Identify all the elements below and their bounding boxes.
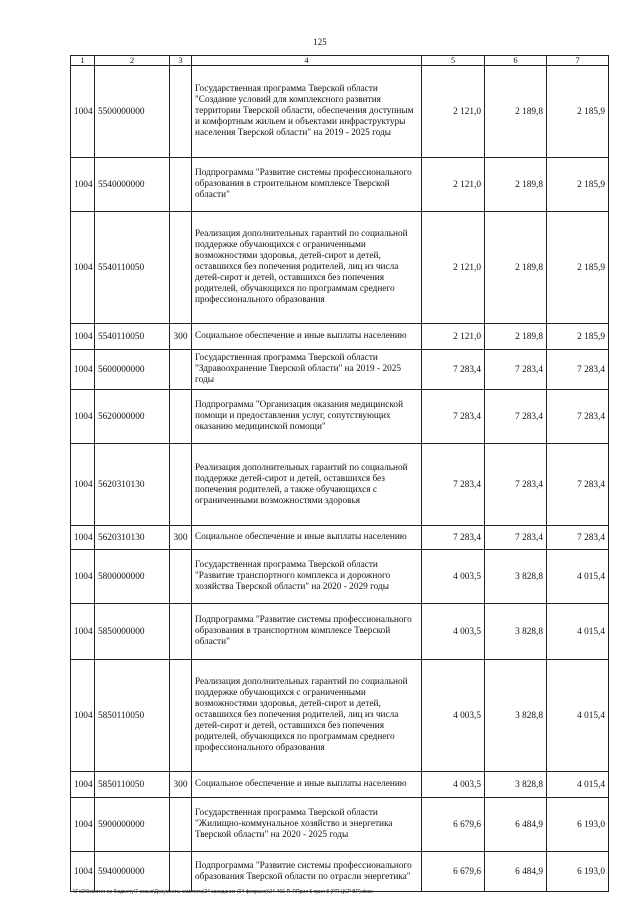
description: Подпрограмма "Развитие системы профессионального образования в транспортном комплексе Тверской области" — [192, 604, 422, 660]
section-code: 1004 — [71, 350, 95, 390]
amount-col5: 7 283,4 — [422, 350, 485, 390]
target-article-code: 5850110050 — [95, 772, 170, 798]
table-body — [71, 66, 609, 892]
expense-type-code — [170, 798, 192, 852]
amount-col7: 4 015,4 — [547, 772, 609, 798]
amount-col6: 2 189,8 — [485, 158, 547, 212]
expense-type-code — [170, 852, 192, 892]
description: Реализация дополнительных гарантий по социальной поддержке обучающихся с ограниченными возможностями здоровья, детей-сирот и детей, оставшихся без попечения родителей, лиц из числа детей-сирот и детей, оставшихся без попечения родителей, обучающихся по программам среднего профессионального образования — [192, 660, 422, 772]
amount-col5: 2 121,0 — [422, 324, 485, 350]
amount-col7: 4 015,4 — [547, 550, 609, 604]
amount-col6: 3 828,8 — [485, 604, 547, 660]
description: Подпрограмма "Развитие системы профессионального образования Тверской области по отрасли энергетика" — [192, 852, 422, 892]
amount-col5: 4 003,5 — [422, 550, 485, 604]
table-row — [71, 604, 609, 660]
description: Подпрограмма "Организация оказания медицинской помощи и предоставления услуг, сопутствующих оказанию медицинской помощи" — [192, 390, 422, 444]
amount-col7: 2 185,9 — [547, 212, 609, 324]
expense-type-code — [170, 212, 192, 324]
amount-col6: 3 828,8 — [485, 660, 547, 772]
expense-type-code — [170, 550, 192, 604]
amount-col6: 7 283,4 — [485, 444, 547, 526]
target-article-code: 5800000000 — [95, 550, 170, 604]
amount-col5: 7 283,4 — [422, 390, 485, 444]
amount-col7: 2 185,9 — [547, 66, 609, 158]
expense-type-code — [170, 350, 192, 390]
section-code: 1004 — [71, 324, 95, 350]
amount-col6: 2 189,8 — [485, 324, 547, 350]
amount-col7: 4 015,4 — [547, 604, 609, 660]
section-code: 1004 — [71, 66, 95, 158]
column-header: 1 — [71, 56, 95, 66]
target-article-code: 5540110050 — [95, 324, 170, 350]
column-header: 7 — [547, 56, 609, 66]
section-code: 1004 — [71, 444, 95, 526]
target-article-code: 5600000000 — [95, 350, 170, 390]
column-header: 5 — [422, 56, 485, 66]
description: Социальное обеспечение и иные выплаты населению — [192, 772, 422, 798]
table-row — [71, 852, 609, 892]
expense-type-code: 300 — [170, 324, 192, 350]
amount-col5: 2 121,0 — [422, 158, 485, 212]
column-header: 6 — [485, 56, 547, 66]
column-header: 3 — [170, 56, 192, 66]
amount-col5: 6 679,6 — [422, 798, 485, 852]
expense-type-code — [170, 444, 192, 526]
file-path-footer: \\FsD\Комитет по бюджету\7 созыв\Документы комитета\24 заседание (04 февраля)\24-466-П-7\Прил 5 прил 8 (РП ЦСР ВР).docx — [73, 889, 373, 895]
section-code: 1004 — [71, 526, 95, 550]
target-article-code: 5850110050 — [95, 660, 170, 772]
target-article-code: 5900000000 — [95, 798, 170, 852]
table-row — [71, 444, 609, 526]
amount-col5: 4 003,5 — [422, 660, 485, 772]
amount-col7: 2 185,9 — [547, 324, 609, 350]
description: Государственная программа Тверской области "Развитие транспортного комплекса и дорожного хозяйства Тверской области" на 2020 - 2029 годы — [192, 550, 422, 604]
expense-type-code: 300 — [170, 526, 192, 550]
amount-col7: 7 283,4 — [547, 390, 609, 444]
table-header-row — [71, 56, 609, 66]
expense-type-code: 300 — [170, 772, 192, 798]
amount-col6: 7 283,4 — [485, 390, 547, 444]
amount-col5: 6 679,6 — [422, 852, 485, 892]
amount-col5: 2 121,0 — [422, 212, 485, 324]
column-header: 2 — [95, 56, 170, 66]
section-code: 1004 — [71, 390, 95, 444]
amount-col6: 7 283,4 — [485, 526, 547, 550]
amount-col6: 7 283,4 — [485, 350, 547, 390]
amount-col6: 3 828,8 — [485, 550, 547, 604]
expense-type-code — [170, 604, 192, 660]
amount-col7: 4 015,4 — [547, 660, 609, 772]
page-number: 125 — [313, 37, 327, 47]
section-code: 1004 — [71, 772, 95, 798]
target-article-code: 5940000000 — [95, 852, 170, 892]
target-article-code: 5540110050 — [95, 212, 170, 324]
table-row — [71, 526, 609, 550]
expense-type-code — [170, 390, 192, 444]
amount-col6: 3 828,8 — [485, 772, 547, 798]
expense-type-code — [170, 660, 192, 772]
amount-col7: 6 193,0 — [547, 852, 609, 892]
table-row — [71, 550, 609, 604]
expense-type-code — [170, 66, 192, 158]
description: Реализация дополнительных гарантий по социальной поддержке детей-сирот и детей, оставшихся без попечения родителей, а также обучающихся с ограниченными возможностями здоровья — [192, 444, 422, 526]
target-article-code: 5500000000 — [95, 66, 170, 158]
section-code: 1004 — [71, 550, 95, 604]
section-code: 1004 — [71, 852, 95, 892]
section-code: 1004 — [71, 212, 95, 324]
section-code: 1004 — [71, 158, 95, 212]
description: Государственная программа Тверской области "Жилищно-коммунальное хозяйство и энергетика Тверской области" на 2020 - 2025 годы — [192, 798, 422, 852]
target-article-code: 5540000000 — [95, 158, 170, 212]
expense-type-code — [170, 158, 192, 212]
description: Государственная программа Тверской области "Создание условий для комплексного развития территории Тверской области, обеспечения доступным и комфортным жильем и объектами инфраструктуры населения Тверской области" на 2019 - 2025 годы — [192, 66, 422, 158]
section-code: 1004 — [71, 604, 95, 660]
amount-col7: 2 185,9 — [547, 158, 609, 212]
amount-col6: 2 189,8 — [485, 212, 547, 324]
column-header: 4 — [192, 56, 422, 66]
target-article-code: 5620000000 — [95, 390, 170, 444]
description: Реализация дополнительных гарантий по социальной поддержке обучающихся с ограниченными возможностями здоровья, детей-сирот и детей, оставшихся без попечения родителей, лиц из числа детей-сирот и детей, оставшихся без попечения родителей, обучающихся по программам среднего профессионального образования — [192, 212, 422, 324]
table-row — [71, 772, 609, 798]
table-row — [71, 158, 609, 212]
amount-col7: 7 283,4 — [547, 526, 609, 550]
description: Подпрограмма "Развитие системы профессионального образования в строительном комплексе Тверской области" — [192, 158, 422, 212]
table-row — [71, 660, 609, 772]
description: Социальное обеспечение и иные выплаты населению — [192, 324, 422, 350]
table-row — [71, 212, 609, 324]
amount-col5: 7 283,4 — [422, 444, 485, 526]
table-row — [71, 390, 609, 444]
table-row — [71, 798, 609, 852]
amount-col6: 2 189,8 — [485, 66, 547, 158]
amount-col5: 2 121,0 — [422, 66, 485, 158]
section-code: 1004 — [71, 660, 95, 772]
amount-col6: 6 484,9 — [485, 798, 547, 852]
amount-col7: 6 193,0 — [547, 798, 609, 852]
amount-col5: 4 003,5 — [422, 772, 485, 798]
amount-col7: 7 283,4 — [547, 350, 609, 390]
target-article-code: 5850000000 — [95, 604, 170, 660]
amount-col5: 4 003,5 — [422, 604, 485, 660]
target-article-code: 5620310130 — [95, 526, 170, 550]
amount-col6: 6 484,9 — [485, 852, 547, 892]
budget-table — [70, 55, 609, 892]
section-code: 1004 — [71, 798, 95, 852]
table-row — [71, 324, 609, 350]
target-article-code: 5620310130 — [95, 444, 170, 526]
table-row — [71, 350, 609, 390]
table-row — [71, 66, 609, 158]
description: Социальное обеспечение и иные выплаты населению — [192, 526, 422, 550]
amount-col7: 7 283,4 — [547, 444, 609, 526]
amount-col5: 7 283,4 — [422, 526, 485, 550]
description: Государственная программа Тверской области "Здравоохранение Тверской области" на 2019 - 2025 годы — [192, 350, 422, 390]
